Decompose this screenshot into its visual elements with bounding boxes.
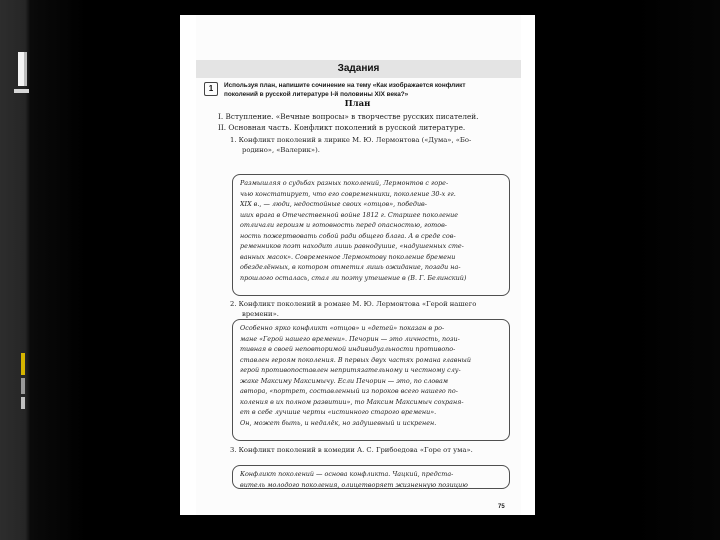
- quote-line: ванных масок». Современное Лермонтову поколение бремени: [240, 252, 456, 261]
- quote-line: герой противопоставлен непритязательному и честному слу-: [240, 366, 461, 374]
- quote-box: [232, 319, 510, 441]
- page-number: 75: [498, 504, 505, 510]
- task-text: [224, 81, 514, 99]
- quote-line: обезделённых, в котором отметил лишь ожидание, позади на-: [240, 263, 461, 271]
- accent-bar-grey: [24, 52, 27, 86]
- quote-line: Особенно ярко конфликт «отцов» и «детей» показан в ро-: [240, 324, 445, 332]
- accent-strip-grey: [21, 378, 25, 394]
- quote-line: Размышляя о судьбах разных поколений, Лермонтов с горе-: [240, 179, 449, 187]
- plan-item-1: 1. Конфликт поколений в лирике М. Ю. Лермонтова («Дума», «Бо-: [230, 136, 472, 144]
- plan-item-2-cont: времени».: [242, 310, 279, 318]
- accent-bar-light: [14, 89, 29, 93]
- quote-line: ность пожертвовать собой ради общего блага. А в среде сов-: [240, 231, 456, 240]
- quote-line: витель молодого поколения, олицетворяет жизненную позицию: [240, 480, 468, 489]
- plan-section-intro: I. Вступление. «Вечные вопросы» в творчестве русских писателей.: [218, 112, 479, 121]
- task-text-line: поколений в русской литературе I-й половины XIX века?»: [224, 91, 409, 98]
- task-text-line: Используя план, напишите сочинение на тему «Как изображается конфликт: [224, 82, 466, 89]
- quote-line: коления в их полном развитии», то Максим Максимыч сохраня-: [240, 397, 464, 406]
- quote-line: Конфликт поколений — основа конфликта. Чацкий, предста-: [240, 470, 454, 478]
- task-number: 1: [204, 82, 218, 96]
- quote-line: XIX в., — люди, недостойные своих «отцов», победив-: [240, 200, 427, 208]
- quote-box: [232, 174, 510, 296]
- accent-strip-yellow: [21, 353, 25, 375]
- plan-item-2: 2. Конфликт поколений в романе М. Ю. Лермонтова «Герой нашего: [230, 300, 477, 308]
- quote-line: чью констатирует, что его современники, поколение 30-х гг.: [240, 189, 456, 198]
- quote-line: жаке Максиму Максимычу. Если Печорин — это, по словам: [240, 376, 449, 385]
- quote-line: прошлого осталась, стал ли поэту утешение в (В. Г. Белинский): [240, 273, 467, 282]
- quote-line: ет в себе лучшие черты «истинного старого времени».: [240, 408, 437, 416]
- quote-line: ших врага в Отечественной войне 1812 г. Старшее поколение: [240, 210, 459, 219]
- quote-line: Он, может быть, и недалёк, но задушевный и искренен.: [240, 418, 437, 427]
- quote-line: ставлен героям поколения. В первых двух частях романа главный: [240, 355, 472, 364]
- plan-item-1-cont: родино», «Валерик»).: [242, 146, 320, 154]
- scanned-page: [180, 15, 535, 515]
- accent-strip-grey-light: [21, 397, 25, 409]
- quote-line: тивная в своей неповторимой индивидуальности противопо-: [240, 345, 456, 353]
- quote-line: отличали героизм и готовность перед опасностью, готов-: [240, 221, 447, 229]
- plan-section-main: II. Основная часть. Конфликт поколений в русской литературе.: [218, 123, 466, 132]
- quote-line: ременников поэт находит лишь равнодушие, «надушенных сте-: [240, 242, 464, 250]
- quote-line: автора, «портрет, составленный из пороков всего нашего по-: [240, 387, 458, 395]
- page-title: Задания: [196, 60, 521, 78]
- plan-heading: План: [344, 99, 371, 109]
- quote-box: [232, 465, 510, 489]
- plan-item-3: 3. Конфликт поколений в комедии А. С. Грибоедова «Горе от ума».: [230, 446, 473, 454]
- quote-line: мане «Герой нашего времени». Печорин — это личность, пози-: [240, 334, 460, 343]
